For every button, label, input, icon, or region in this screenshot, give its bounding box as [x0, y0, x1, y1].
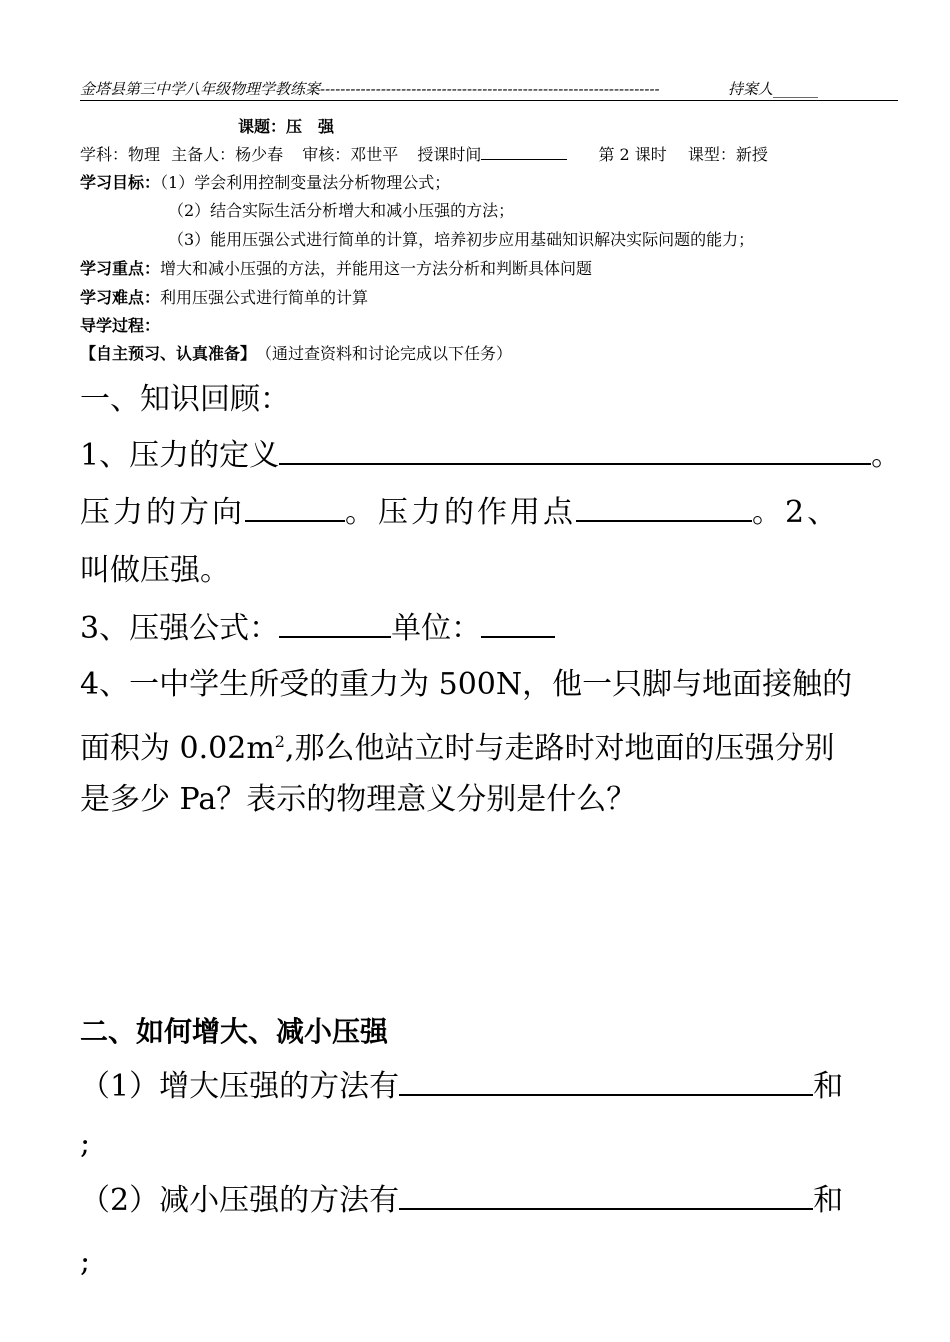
- difficulty-line: [80, 287, 368, 309]
- q3-line: [80, 609, 555, 649]
- q1-line: [80, 436, 901, 476]
- q2-line: 叫做压强。: [80, 553, 230, 588]
- q1-blank: [279, 439, 871, 465]
- q4-line-1: 4、一中学生所受的重力为 500N，他一只脚与地面接触的: [80, 667, 853, 702]
- q1b-point: 。压力的作用点: [345, 495, 576, 530]
- goals-label: 学习目标：: [80, 173, 161, 192]
- increase-blank: [399, 1070, 813, 1096]
- section1-title: 一、知识回顾：: [80, 382, 290, 417]
- header-school: 金塔县第三中学八年级物理学教练案-------------------------------------------------------------------: [80, 80, 660, 98]
- q4-superscript: 2: [274, 732, 285, 751]
- q4-line2-a: 面积为 0.02m: [80, 731, 275, 766]
- q3-prefix: 3、压强公式：: [80, 611, 280, 646]
- goal-line-2: [168, 200, 514, 222]
- info-time-label: 授课时间: [417, 145, 482, 164]
- goal-line-3: [168, 229, 754, 251]
- info-lesson: 第 2 课时: [598, 145, 667, 164]
- q1-end: 。: [871, 438, 902, 473]
- item2-and: 和: [813, 1183, 844, 1218]
- q1b-line: [80, 493, 840, 533]
- q4-line2-b: ,那么他站立时与走路时对地面的压强分别: [284, 731, 835, 766]
- preview-label: 【自主预习、认真准备】: [80, 344, 257, 363]
- section2-item2: [80, 1181, 843, 1221]
- q4-line-3: 是多少 Pa？表示的物理意义分别是什么？: [80, 782, 637, 817]
- item1-and: 和: [813, 1069, 844, 1104]
- difficulty-text: 利用压强公式进行简单的计算: [160, 288, 369, 307]
- info-subject: 学科：物理: [80, 145, 161, 164]
- direction-blank: [245, 496, 345, 522]
- topic-label: 课题：: [238, 117, 287, 136]
- page-header: [80, 78, 898, 101]
- focus-text: 增大和减小压强的方法，并能用这一方法分析和判断具体问题: [160, 259, 593, 278]
- focus-line: [80, 258, 592, 280]
- goal-item: （1）学会利用控制变量法分析物理公式；: [160, 173, 451, 192]
- point-blank: [576, 496, 752, 522]
- q4-line-2: [80, 722, 835, 769]
- q1b-end: 。2、: [752, 495, 841, 530]
- section2-semicolon-1: ;: [80, 1126, 91, 1161]
- goal-item: （3）能用压强公式进行简单的计算，培养初步应用基础知识解决实际问题的能力；: [168, 230, 755, 249]
- time-blank: [481, 145, 567, 160]
- item1-text: （1）增大压强的方法有: [80, 1069, 400, 1104]
- unit-blank: [481, 612, 555, 638]
- info-reviewer: 审核：邓世平: [302, 145, 399, 164]
- difficulty-label: 学习难点：: [80, 288, 161, 307]
- process-label: 导学过程：: [80, 316, 161, 335]
- focus-label: 学习重点：: [80, 259, 161, 278]
- topic-value: 压 强: [286, 117, 335, 136]
- info-type: 课型：新授: [687, 145, 768, 164]
- section2-semicolon-2: ;: [80, 1244, 91, 1279]
- q1b-direction: 压力的方向: [80, 495, 245, 530]
- preview-line: [80, 343, 512, 365]
- goal-item: （2）结合实际生活分析增大和减小压强的方法；: [168, 201, 515, 220]
- q3-unit: 单位：: [391, 611, 482, 646]
- goal-line-1: [80, 172, 450, 194]
- decrease-blank: [399, 1184, 813, 1210]
- section2-title: 二、如何增大、减小压强: [80, 1015, 389, 1048]
- formula-blank: [279, 612, 391, 638]
- section2-item1: [80, 1067, 843, 1107]
- q1-prefix: 1、压力的定义: [80, 438, 280, 473]
- info-preparer: 主备人：杨少春: [171, 145, 284, 164]
- header-holder: 持案人______: [727, 80, 818, 98]
- topic-line: [238, 116, 334, 138]
- item2-text: （2）减小压强的方法有: [80, 1183, 400, 1218]
- preview-note: （通过查资料和讨论完成以下任务）: [264, 344, 513, 363]
- info-line: [80, 144, 768, 166]
- process-line: [80, 315, 160, 337]
